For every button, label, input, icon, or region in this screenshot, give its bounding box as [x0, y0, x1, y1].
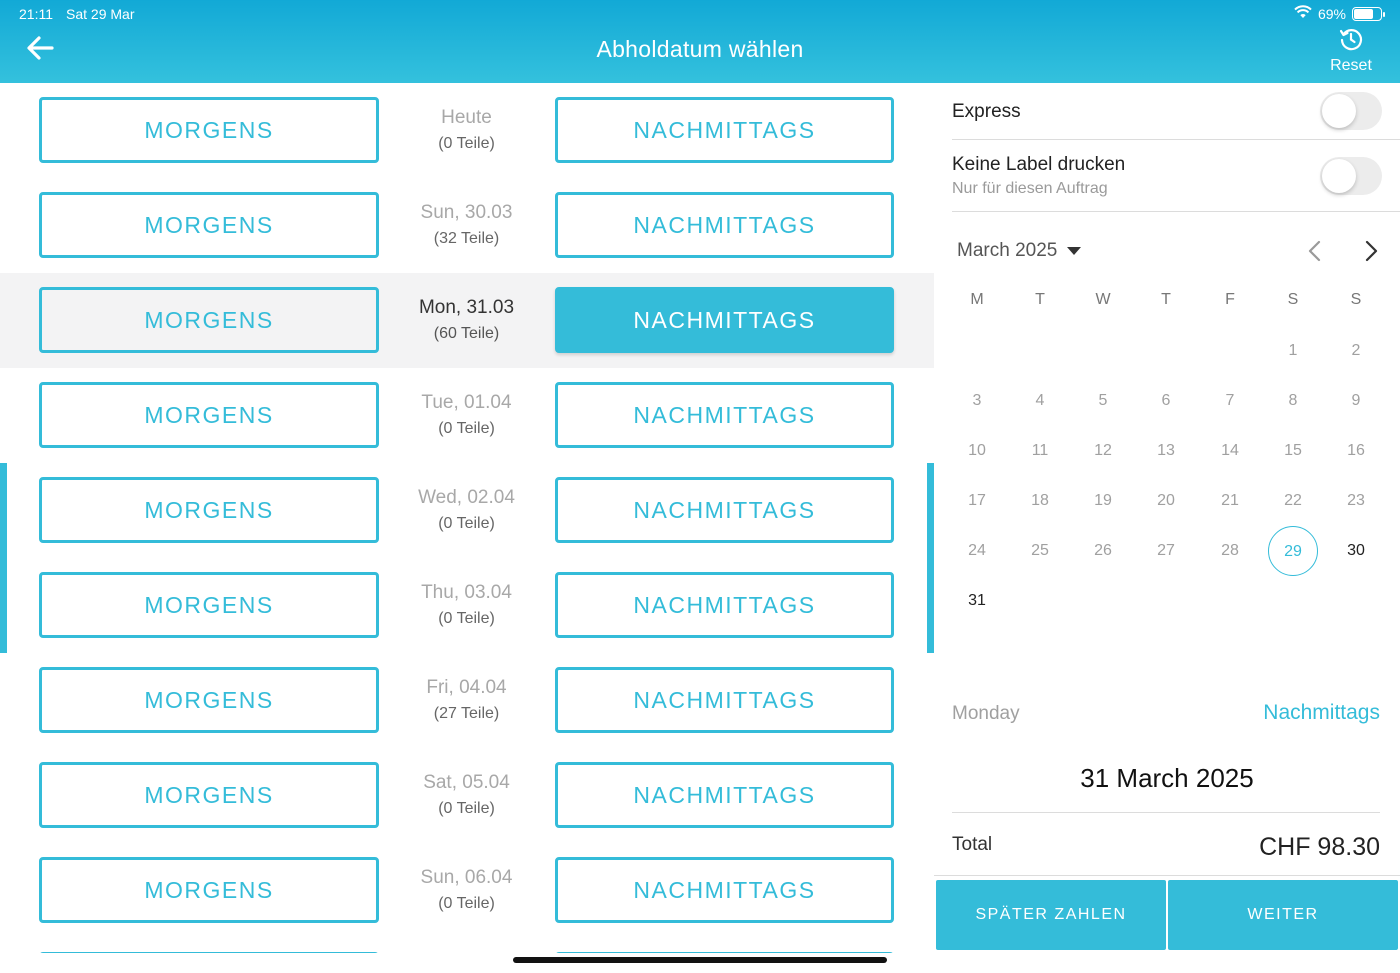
calendar-day[interactable]: 30 [1347, 542, 1365, 559]
slot-item-count: (0 Teile) [438, 135, 495, 152]
app-header [0, 0, 1400, 83]
slot-day-name: Sat, 05.04 [423, 772, 510, 793]
calendar-day[interactable]: 2 [1351, 342, 1361, 359]
slot-item-count: (0 Teile) [438, 895, 495, 912]
afternoon-slot-button[interactable]: NACHMITTAGS [555, 762, 894, 828]
calendar-day[interactable]: 15 [1284, 442, 1302, 459]
partial-row [0, 938, 934, 953]
calendar-day[interactable]: 20 [1157, 492, 1175, 509]
chevron-left-icon [1302, 238, 1328, 264]
afternoon-slot-button[interactable]: NACHMITTAGS [555, 572, 894, 638]
next-button[interactable]: WEITER [1168, 880, 1398, 950]
morning-slot-button[interactable]: MORGENS [39, 857, 379, 923]
afternoon-slot-button-partial[interactable] [555, 952, 894, 953]
slot-row [0, 83, 934, 178]
status-indicators [1294, 5, 1382, 22]
slot-day [390, 865, 543, 917]
calendar-day[interactable]: 31 [968, 592, 986, 609]
slot-row [0, 273, 934, 368]
home-indicator [513, 957, 887, 963]
slot-day [390, 390, 543, 442]
calendar-day[interactable]: 16 [1347, 442, 1365, 459]
morning-slot-button[interactable]: MORGENS [39, 667, 379, 733]
next-month-button[interactable] [1358, 238, 1384, 264]
history-icon [1338, 26, 1364, 52]
morning-slot-button[interactable]: MORGENS [39, 572, 379, 638]
calendar-day[interactable]: 17 [968, 492, 986, 509]
calendar-day[interactable]: 11 [1031, 442, 1049, 459]
page-title: Abholdatum wählen [596, 36, 804, 62]
chevron-right-icon [1358, 238, 1384, 264]
selected-date: 31 March 2025 [1080, 763, 1254, 793]
selected-slot: Nachmittags [1263, 701, 1380, 724]
afternoon-slot-button[interactable]: NACHMITTAGS [555, 382, 894, 448]
divider [952, 812, 1380, 813]
calendar-day[interactable]: 8 [1288, 392, 1298, 409]
slot-day [390, 580, 543, 632]
calendar-day[interactable]: 9 [1351, 392, 1361, 409]
no-label-option [952, 140, 1400, 212]
weekday-header: F [1225, 291, 1235, 308]
scroll-indicator-right[interactable] [927, 463, 934, 653]
morning-slot-button[interactable]: MORGENS [39, 287, 379, 353]
calendar-day[interactable]: 14 [1221, 442, 1239, 459]
slot-day-name: Wed, 02.04 [418, 487, 515, 508]
slot-item-count: (60 Teile) [433, 325, 500, 342]
status-time: 21:11 [19, 6, 53, 22]
battery-percent: 69% [1317, 5, 1346, 22]
status-date: Sat 29 Mar [66, 6, 135, 22]
slot-row [0, 368, 934, 463]
slot-row [0, 748, 934, 843]
weekday-header: T [1035, 291, 1045, 308]
slot-row [0, 653, 934, 748]
morning-slot-button[interactable]: MORGENS [39, 477, 379, 543]
battery-level [1354, 9, 1373, 19]
prev-month-button[interactable] [1302, 238, 1328, 264]
divider [934, 875, 1400, 876]
month-selector[interactable] [957, 240, 1081, 262]
slot-day-name: Sun, 06.04 [420, 867, 513, 888]
express-label: Express [952, 101, 1021, 122]
slot-day-name: Heute [441, 107, 492, 128]
slot-day-name: Sun, 30.03 [420, 202, 513, 223]
morning-slot-button-partial[interactable] [39, 952, 379, 953]
calendar-day[interactable]: 26 [1094, 542, 1112, 559]
afternoon-slot-button[interactable]: NACHMITTAGS [555, 667, 894, 733]
calendar-day[interactable]: 3 [972, 392, 982, 409]
slot-day [390, 485, 543, 537]
pickup-slot-list[interactable] [0, 83, 934, 953]
no-label-sublabel: Nur für diesen Auftrag [952, 180, 1108, 197]
morning-slot-button[interactable]: MORGENS [39, 97, 379, 163]
calendar-day[interactable]: 23 [1347, 492, 1365, 509]
slot-item-count: (0 Teile) [438, 610, 495, 627]
no-label-title: Keine Label drucken [952, 154, 1126, 175]
calendar-day[interactable]: 25 [1031, 542, 1049, 559]
slot-row [0, 843, 934, 938]
caret-down-icon [1067, 247, 1081, 255]
slot-day [390, 675, 543, 727]
scroll-indicator-left [0, 463, 7, 653]
month-label: March 2025 [957, 240, 1058, 261]
calendar-day[interactable]: 7 [1225, 392, 1235, 409]
slot-day-name: Fri, 04.04 [426, 677, 507, 698]
calendar-day[interactable]: 18 [1031, 492, 1049, 509]
total-label: Total [952, 834, 993, 855]
afternoon-slot-button[interactable]: NACHMITTAGS [555, 857, 894, 923]
wifi-icon [1294, 5, 1312, 22]
calendar-day[interactable]: 5 [1098, 392, 1108, 409]
selected-weekday: Monday [952, 703, 1020, 724]
weekday-header: W [1095, 291, 1111, 308]
toggle-knob [1322, 94, 1356, 128]
morning-slot-button[interactable]: MORGENS [39, 382, 379, 448]
weekday-header: T [1161, 291, 1171, 308]
slot-item-count: (32 Teile) [433, 230, 500, 247]
afternoon-slot-button[interactable]: NACHMITTAGS [555, 477, 894, 543]
weekday-header: S [1350, 291, 1362, 308]
calendar-day[interactable]: 13 [1157, 442, 1175, 459]
calendar-day[interactable]: 27 [1157, 542, 1175, 559]
calendar-day[interactable]: 6 [1161, 392, 1171, 409]
calendar-day[interactable]: 21 [1221, 492, 1239, 509]
reset-label: Reset [1330, 57, 1372, 74]
calendar-day[interactable]: 28 [1221, 542, 1239, 559]
weekday-header: M [970, 291, 984, 308]
reset-button[interactable] [1316, 26, 1386, 75]
slot-day [390, 770, 543, 822]
slot-day [390, 105, 543, 157]
no-label-toggle[interactable] [1320, 157, 1382, 195]
toggle-knob [1322, 159, 1356, 193]
express-option [952, 83, 1400, 140]
calendar-day[interactable]: 19 [1094, 492, 1112, 509]
morning-slot-button[interactable]: MORGENS [39, 762, 379, 828]
slot-day-name: Thu, 03.04 [421, 582, 512, 603]
calendar-day[interactable]: 1 [1288, 342, 1298, 359]
afternoon-slot-button[interactable]: NACHMITTAGS [555, 287, 894, 353]
slot-item-count: (0 Teile) [438, 420, 495, 437]
calendar-day-today[interactable]: 29 [1268, 526, 1318, 576]
slot-item-count: (0 Teile) [438, 515, 495, 532]
weekday-header: S [1287, 291, 1299, 308]
calendar-day[interactable]: 24 [968, 542, 986, 559]
slot-item-count: (27 Teile) [433, 705, 500, 722]
slot-day-name: Tue, 01.04 [421, 392, 512, 413]
slot-day [390, 295, 543, 347]
battery-icon [1352, 7, 1382, 21]
order-panel [934, 83, 1400, 973]
afternoon-slot-button[interactable]: NACHMITTAGS [555, 97, 894, 163]
calendar-day[interactable]: 10 [968, 442, 986, 459]
calendar-day[interactable]: 12 [1094, 442, 1112, 459]
slot-day [390, 200, 543, 252]
calendar-day[interactable]: 22 [1284, 492, 1302, 509]
morning-slot-button[interactable]: MORGENS [39, 192, 379, 258]
slot-row [0, 558, 934, 653]
slot-row [0, 463, 934, 558]
slot-day-name: Mon, 31.03 [418, 297, 515, 318]
slot-row [0, 178, 934, 273]
pay-later-button[interactable]: SPÄTER ZAHLEN [936, 880, 1166, 950]
calendar-day[interactable]: 4 [1035, 392, 1045, 409]
afternoon-slot-button[interactable]: NACHMITTAGS [555, 192, 894, 258]
total-value: CHF 98.30 [1259, 833, 1380, 861]
slot-item-count: (0 Teile) [438, 800, 495, 817]
express-toggle[interactable] [1320, 92, 1382, 130]
